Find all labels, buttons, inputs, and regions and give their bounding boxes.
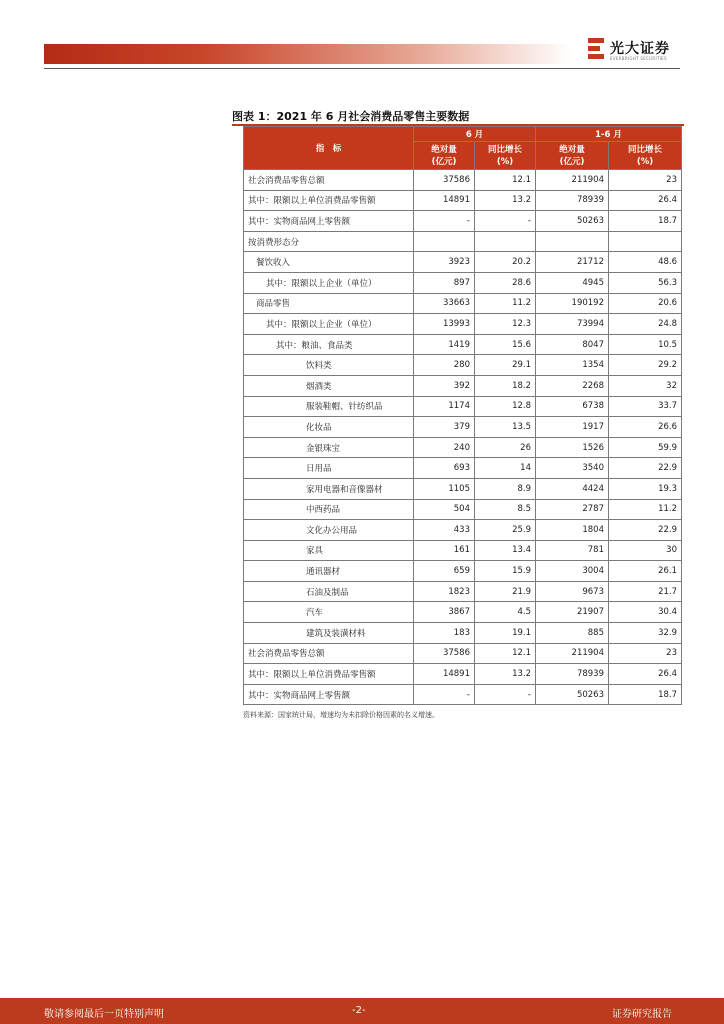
june-absolute: 161 [414, 540, 475, 561]
june-absolute: 379 [414, 417, 475, 438]
ytd-absolute: 21907 [536, 602, 609, 623]
ytd-yoy: 32 [609, 375, 682, 396]
brand-logo [588, 36, 680, 66]
row-label: 其中：限额以上企业（单位） [244, 272, 414, 293]
ytd-yoy: 18.7 [609, 684, 682, 705]
row-label: 文化办公用品 [244, 520, 414, 541]
table-row [244, 664, 682, 685]
row-label: 饮料类 [244, 355, 414, 376]
june-yoy: 12.1 [475, 643, 536, 664]
june-absolute: 1823 [414, 581, 475, 602]
ytd-yoy: 18.7 [609, 211, 682, 232]
brand-logo-icon [588, 38, 604, 60]
table-row [244, 334, 682, 355]
ytd-yoy: 21.7 [609, 581, 682, 602]
table-row [244, 272, 682, 293]
ytd-absolute: 21712 [536, 252, 609, 273]
row-label: 石油及制品 [244, 581, 414, 602]
june-yoy [475, 231, 536, 252]
row-label: 其中：实物商品网上零售额 [244, 684, 414, 705]
june-absolute: 897 [414, 272, 475, 293]
june-yoy: 13.5 [475, 417, 536, 438]
june-absolute: 37586 [414, 643, 475, 664]
ytd-absolute: 885 [536, 623, 609, 644]
page-number: -2- [352, 1005, 366, 1016]
table-row [244, 314, 682, 335]
row-label: 其中：限额以上单位消费品零售额 [244, 664, 414, 685]
table-row [244, 458, 682, 479]
table-row [244, 252, 682, 273]
header-june: 6 月 [414, 127, 536, 142]
ytd-absolute: 3540 [536, 458, 609, 479]
june-yoy: 12.1 [475, 170, 536, 191]
june-yoy: 21.9 [475, 581, 536, 602]
ytd-absolute: 211904 [536, 643, 609, 664]
table-row [244, 375, 682, 396]
june-absolute: 3867 [414, 602, 475, 623]
june-yoy: 25.9 [475, 520, 536, 541]
table-row [244, 581, 682, 602]
row-label: 商品零售 [244, 293, 414, 314]
june-absolute: 14891 [414, 190, 475, 211]
header-june-abs: 绝对量 (亿元) [414, 142, 475, 170]
june-yoy: 12.3 [475, 314, 536, 335]
row-label: 汽车 [244, 602, 414, 623]
row-label: 金银珠宝 [244, 437, 414, 458]
header-june-yoy: 同比增长 (%) [475, 142, 536, 170]
header-ytd-abs: 绝对量 (亿元) [536, 142, 609, 170]
june-absolute: 13993 [414, 314, 475, 335]
table-row [244, 355, 682, 376]
row-label: 日用品 [244, 458, 414, 479]
header-rule [44, 68, 680, 69]
june-absolute [414, 231, 475, 252]
ytd-yoy: 22.9 [609, 520, 682, 541]
table-row [244, 437, 682, 458]
ytd-yoy: 30.4 [609, 602, 682, 623]
june-yoy: - [475, 684, 536, 705]
ytd-absolute: 211904 [536, 170, 609, 191]
ytd-yoy [609, 231, 682, 252]
ytd-absolute: 2787 [536, 499, 609, 520]
header-gradient-bar [44, 44, 572, 64]
row-label: 建筑及装潢材料 [244, 623, 414, 644]
june-absolute: 1105 [414, 478, 475, 499]
june-yoy: 28.6 [475, 272, 536, 293]
row-label: 按消费形态分 [244, 231, 414, 252]
row-label: 通讯器材 [244, 561, 414, 582]
row-label: 家用电器和音像器材 [244, 478, 414, 499]
ytd-yoy: 26.6 [609, 417, 682, 438]
june-absolute: 14891 [414, 664, 475, 685]
june-yoy: 26 [475, 437, 536, 458]
ytd-absolute: 4424 [536, 478, 609, 499]
ytd-yoy: 26.4 [609, 664, 682, 685]
table-row [244, 623, 682, 644]
row-label: 化妆品 [244, 417, 414, 438]
row-label: 餐饮收入 [244, 252, 414, 273]
table-row [244, 643, 682, 664]
june-absolute: 280 [414, 355, 475, 376]
table-row [244, 293, 682, 314]
row-label: 社会消费品零售总额 [244, 643, 414, 664]
june-yoy: 18.2 [475, 375, 536, 396]
june-absolute: - [414, 211, 475, 232]
ytd-yoy: 11.2 [609, 499, 682, 520]
ytd-yoy: 32.9 [609, 623, 682, 644]
june-yoy: 13.4 [475, 540, 536, 561]
table-row [244, 602, 682, 623]
ytd-yoy: 24.8 [609, 314, 682, 335]
ytd-absolute: 3004 [536, 561, 609, 582]
june-yoy: 8.9 [475, 478, 536, 499]
ytd-yoy: 29.2 [609, 355, 682, 376]
june-absolute: - [414, 684, 475, 705]
june-absolute: 433 [414, 520, 475, 541]
june-absolute: 33663 [414, 293, 475, 314]
ytd-absolute: 190192 [536, 293, 609, 314]
ytd-absolute: 4945 [536, 272, 609, 293]
table-row [244, 499, 682, 520]
june-yoy: 20.2 [475, 252, 536, 273]
row-label: 社会消费品零售总额 [244, 170, 414, 191]
june-yoy: 14 [475, 458, 536, 479]
ytd-yoy: 26.1 [609, 561, 682, 582]
ytd-absolute: 9673 [536, 581, 609, 602]
ytd-yoy: 23 [609, 170, 682, 191]
june-absolute: 3923 [414, 252, 475, 273]
june-absolute: 392 [414, 375, 475, 396]
ytd-absolute: 73994 [536, 314, 609, 335]
ytd-absolute [536, 231, 609, 252]
ytd-absolute: 6738 [536, 396, 609, 417]
ytd-absolute: 8047 [536, 334, 609, 355]
ytd-absolute: 1526 [536, 437, 609, 458]
brand-name-cn: 光大证券 [610, 41, 670, 57]
june-yoy: 19.1 [475, 623, 536, 644]
june-absolute: 659 [414, 561, 475, 582]
june-yoy: 15.6 [475, 334, 536, 355]
june-yoy: 13.2 [475, 664, 536, 685]
june-yoy: - [475, 211, 536, 232]
table-row [244, 231, 682, 252]
ytd-absolute: 781 [536, 540, 609, 561]
ytd-absolute: 78939 [536, 190, 609, 211]
june-absolute: 1419 [414, 334, 475, 355]
row-label: 烟酒类 [244, 375, 414, 396]
ytd-yoy: 48.6 [609, 252, 682, 273]
june-yoy: 4.5 [475, 602, 536, 623]
ytd-yoy: 19.3 [609, 478, 682, 499]
table-row [244, 170, 682, 191]
table-row [244, 520, 682, 541]
ytd-yoy: 26.4 [609, 190, 682, 211]
ytd-yoy: 20.6 [609, 293, 682, 314]
footer-bar [0, 998, 724, 1024]
june-absolute: 240 [414, 437, 475, 458]
ytd-absolute: 50263 [536, 684, 609, 705]
row-label: 其中：限额以上企业（单位） [244, 314, 414, 335]
june-absolute: 1174 [414, 396, 475, 417]
footer-disclaimer: 敬请参阅最后一页特别声明 [44, 1009, 164, 1020]
ytd-yoy: 56.3 [609, 272, 682, 293]
retail-sales-table [243, 126, 682, 705]
ytd-absolute: 1804 [536, 520, 609, 541]
table-row [244, 561, 682, 582]
brand-name-en: EVERBRIGHT SECURITIES [610, 56, 667, 61]
table-row [244, 684, 682, 705]
table-row [244, 211, 682, 232]
ytd-yoy: 30 [609, 540, 682, 561]
header-ytd-yoy: 同比增长 (%) [609, 142, 682, 170]
row-label: 服装鞋帽、针纺织品 [244, 396, 414, 417]
table-row [244, 396, 682, 417]
ytd-absolute: 1354 [536, 355, 609, 376]
table-row [244, 190, 682, 211]
june-yoy: 12.8 [475, 396, 536, 417]
june-absolute: 37586 [414, 170, 475, 191]
header-ytd: 1-6 月 [536, 127, 682, 142]
ytd-yoy: 23 [609, 643, 682, 664]
ytd-yoy: 22.9 [609, 458, 682, 479]
june-yoy: 29.1 [475, 355, 536, 376]
table-caption: 图表 1：2021 年 6 月社会消费品零售主要数据 [232, 110, 470, 123]
ytd-absolute: 50263 [536, 211, 609, 232]
ytd-absolute: 78939 [536, 664, 609, 685]
ytd-absolute: 1917 [536, 417, 609, 438]
june-yoy: 11.2 [475, 293, 536, 314]
source-note: 资料来源：国家统计局，增速均为未扣除价格因素的名义增速。 [243, 711, 439, 719]
june-absolute: 693 [414, 458, 475, 479]
table-row [244, 417, 682, 438]
table-row [244, 478, 682, 499]
june-yoy: 13.2 [475, 190, 536, 211]
ytd-absolute: 2268 [536, 375, 609, 396]
table-row [244, 540, 682, 561]
header-indicator: 指 标 [244, 127, 414, 170]
june-absolute: 504 [414, 499, 475, 520]
ytd-yoy: 59.9 [609, 437, 682, 458]
ytd-yoy: 10.5 [609, 334, 682, 355]
row-label: 家具 [244, 540, 414, 561]
ytd-yoy: 33.7 [609, 396, 682, 417]
footer-report-type: 证券研究报告 [612, 1009, 672, 1020]
june-absolute: 183 [414, 623, 475, 644]
row-label: 其中：实物商品网上零售额 [244, 211, 414, 232]
row-label: 其中：粮油、食品类 [244, 334, 414, 355]
row-label: 中西药品 [244, 499, 414, 520]
row-label: 其中：限额以上单位消费品零售额 [244, 190, 414, 211]
june-yoy: 15.9 [475, 561, 536, 582]
june-yoy: 8.5 [475, 499, 536, 520]
